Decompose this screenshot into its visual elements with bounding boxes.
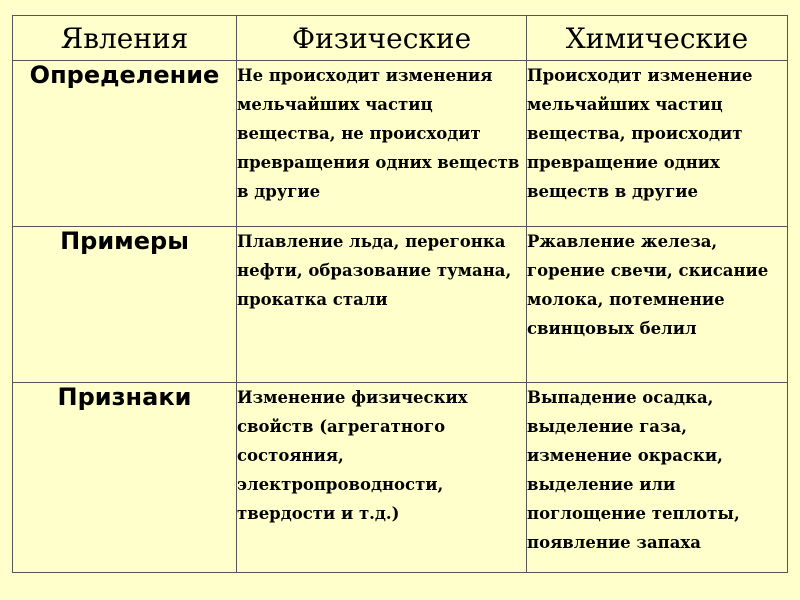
row-label-definition: Определение bbox=[13, 61, 237, 227]
header-physical: Физические bbox=[237, 16, 527, 61]
cell-examples-chemical: Ржавление железа, горение свечи, скисание молока, потемнение свинцовых белил bbox=[527, 227, 788, 383]
cell-definition-physical: Не происходит изменения мельчайших частиц вещества, не происходит превращения одних веществ в другие bbox=[237, 61, 527, 227]
header-phenomena: Явления bbox=[13, 16, 237, 61]
phenomena-table bbox=[12, 15, 788, 573]
row-label-examples: Примеры bbox=[13, 227, 237, 383]
cell-signs-physical: Изменение физических свойств (агрегатного состояния, электропроводности, твердости и т.д.) bbox=[237, 383, 527, 573]
table-row-examples bbox=[13, 227, 788, 383]
row-label-signs: Признаки bbox=[13, 383, 237, 573]
table-row-signs bbox=[13, 383, 788, 573]
table-row-definition bbox=[13, 61, 788, 227]
header-chemical: Химические bbox=[527, 16, 788, 61]
cell-signs-chemical: Выпадение осадка, выделение газа, изменение окраски, выделение или поглощение теплоты, появление запаха bbox=[527, 383, 788, 573]
cell-definition-chemical: Происходит изменение мельчайших частиц вещества, происходит превращение одних веществ в другие bbox=[527, 61, 788, 227]
header-row bbox=[13, 16, 788, 61]
cell-examples-physical: Плавление льда, перегонка нефти, образование тумана, прокатка стали bbox=[237, 227, 527, 383]
